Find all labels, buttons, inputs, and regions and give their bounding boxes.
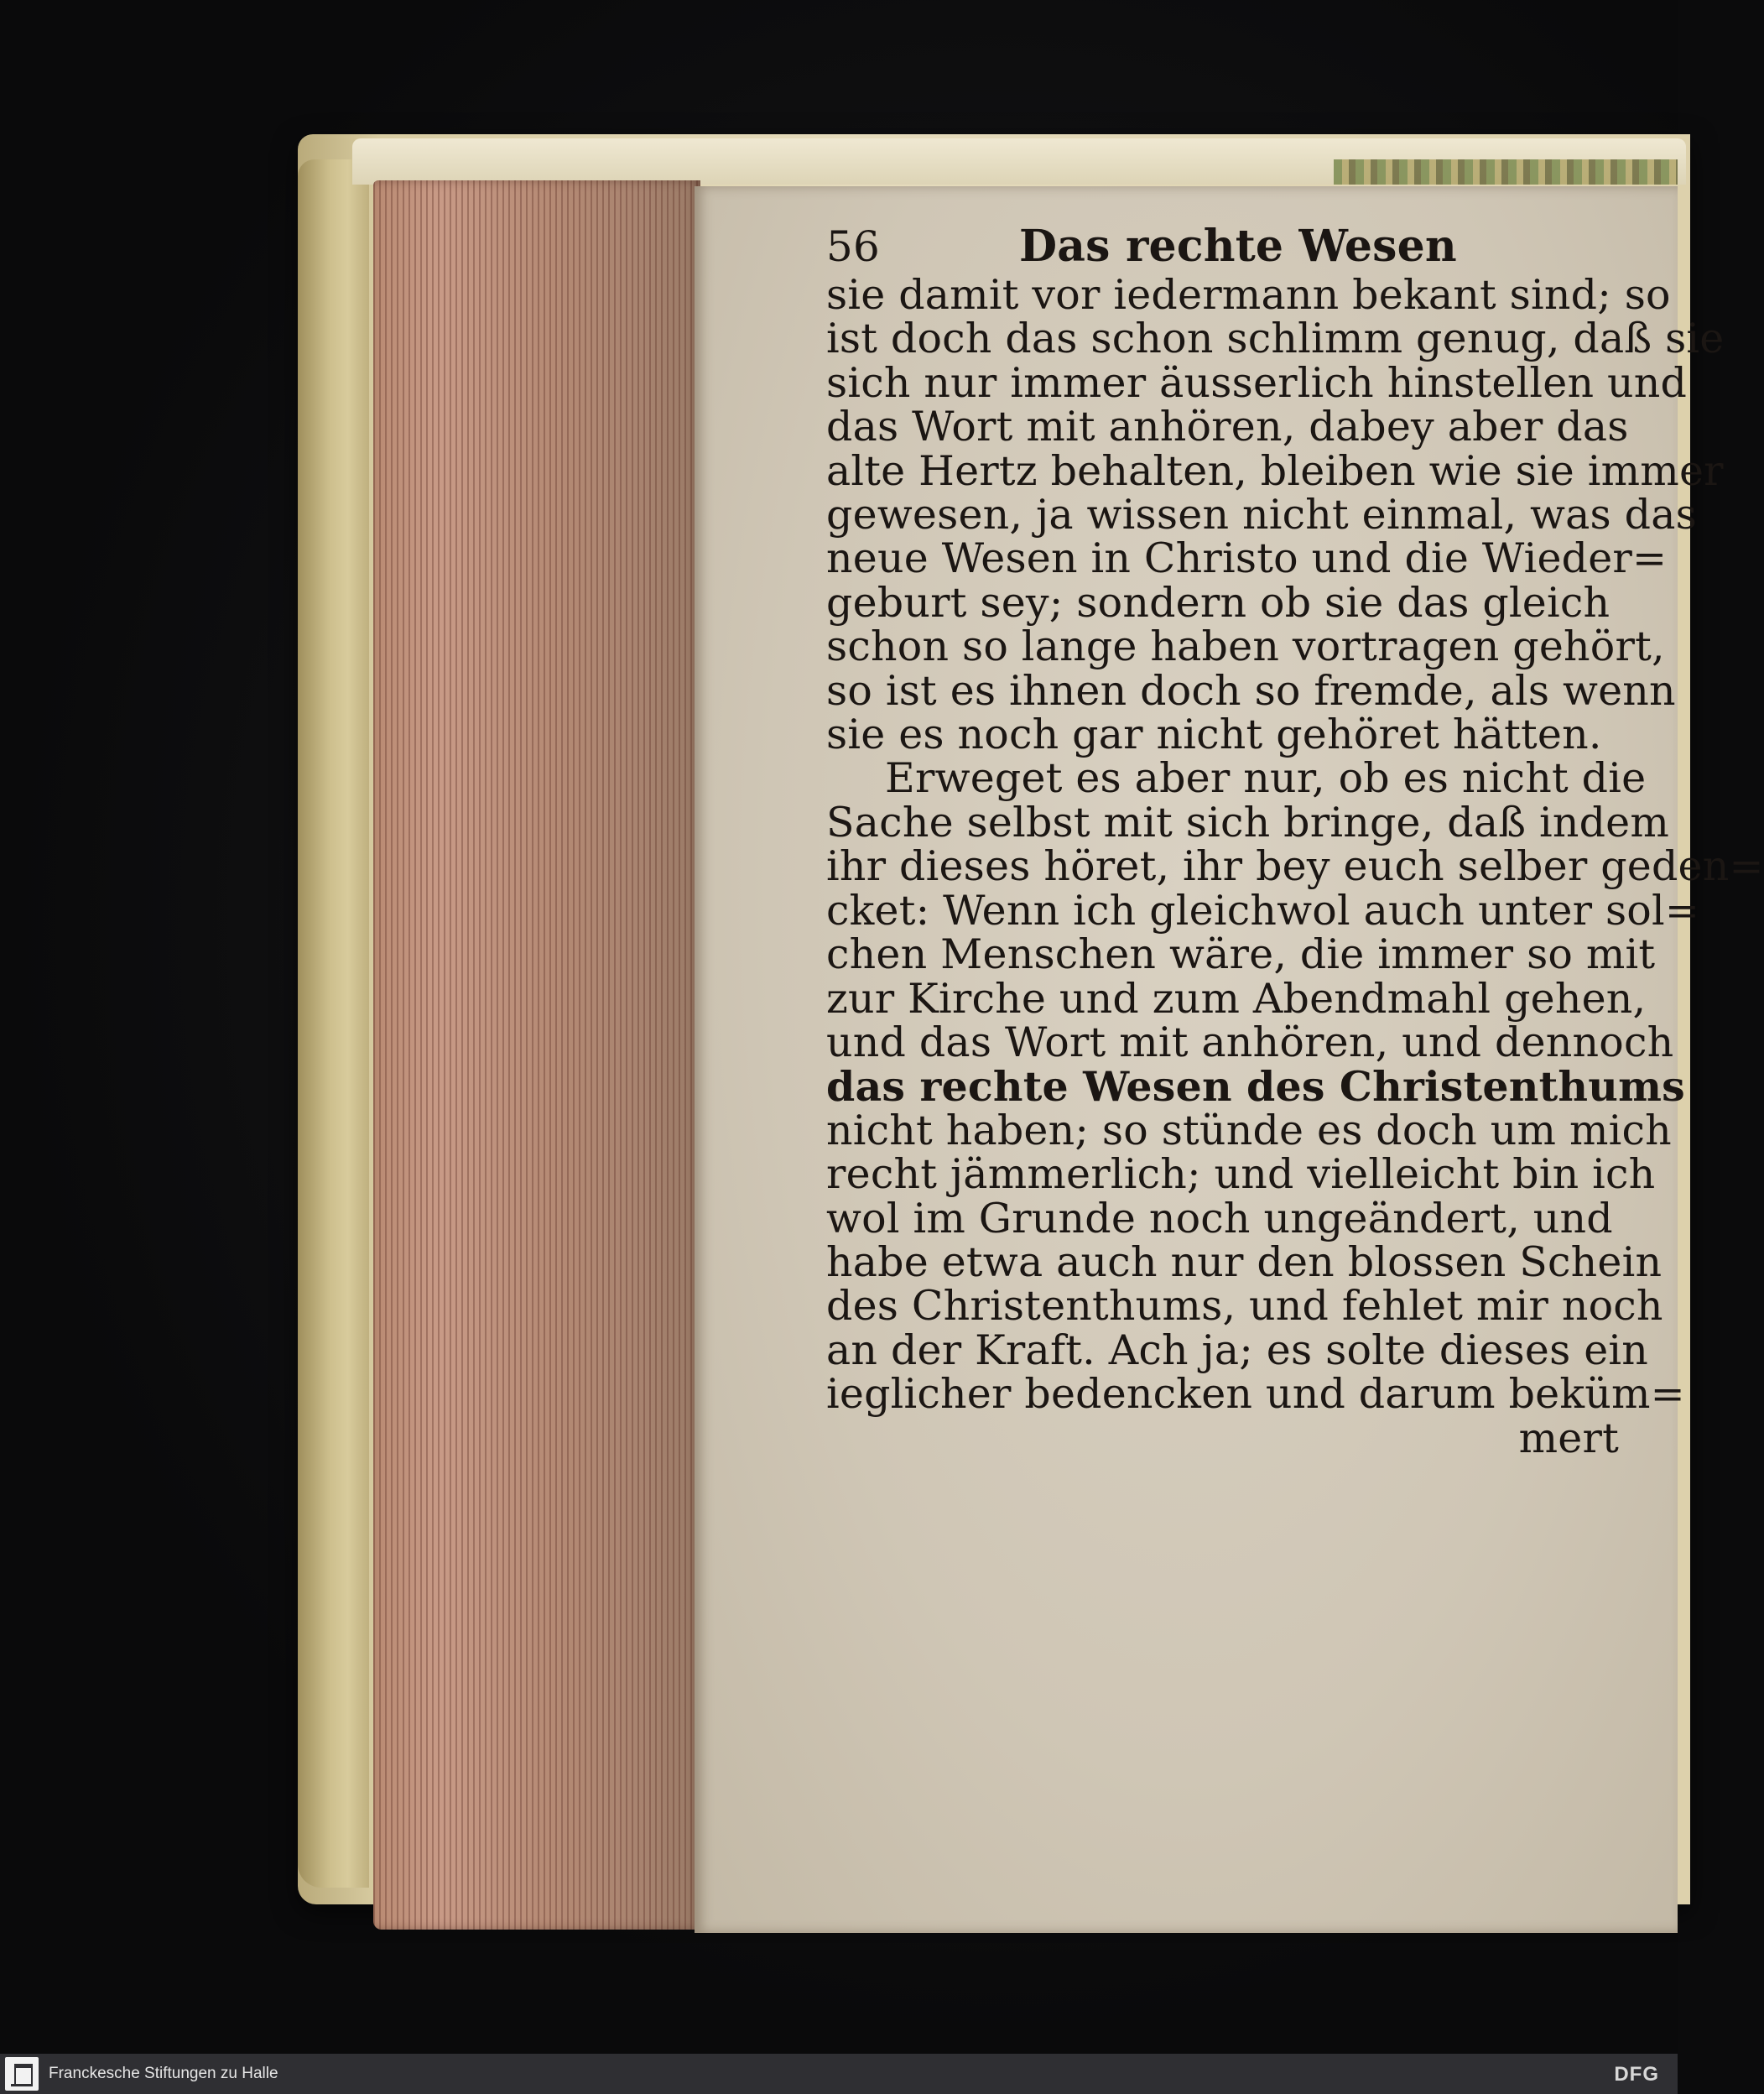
franckesche-stiftungen-logo-icon[interactable] — [5, 2057, 39, 2091]
text-line: das rechte Wesen des Christenthums — [826, 1062, 1685, 1112]
text-line: und das Wort mit anhören, und dennoch — [826, 1018, 1674, 1066]
institution-name: Franckesche Stiftungen zu Halle — [49, 2065, 278, 2082]
page-text — [826, 221, 1764, 1462]
text-line: ieglicher bedencken und darum beküm= — [826, 1370, 1685, 1419]
text-line: gewesen, ja wissen nicht einmal, was das — [826, 491, 1698, 539]
page-block-fore-edge — [373, 180, 700, 1930]
text-line: sich nur immer äusserlich hinstellen und — [826, 358, 1688, 407]
text-line: wol im Grunde noch ungeändert, und — [826, 1194, 1613, 1242]
text-line: zur Kirche und zum Abendmahl gehen, — [826, 974, 1647, 1023]
text-line: Erweget es aber nur, ob es nicht die — [885, 754, 1647, 803]
running-head: Das rechte Wesen — [1019, 221, 1457, 272]
text-line: an der Kraft. Ach ja; es solte dieses ein — [826, 1326, 1649, 1374]
text-line: nicht haben; so stünde es doch um mich — [826, 1106, 1672, 1154]
text-line: das Wort mit anhören, dabey aber das — [826, 403, 1629, 451]
text-body — [826, 271, 1764, 1419]
text-line: Sache selbst mit sich bringe, daß indem — [826, 798, 1670, 846]
text-line: alte Hertz behalten, bleiben wie sie immer — [826, 446, 1724, 495]
text-line: ist doch das schon schlimm genug, daß sie — [826, 315, 1725, 363]
catchword: mert — [1518, 1414, 1619, 1462]
dfg-logo[interactable]: DFG — [1614, 2063, 1659, 2086]
text-line: sie damit vor iedermann bekant sind; so — [826, 271, 1671, 319]
text-line: geburt sey; sondern ob sie das gleich — [826, 578, 1610, 627]
book-headband — [1334, 159, 1678, 185]
text-line: ihr dieses höret, ihr bey euch selber geden= — [826, 842, 1764, 891]
text-line: schon so lange haben vortragen gehört, — [826, 622, 1665, 671]
text-line: neue Wesen in Christo und die Wieder= — [826, 534, 1668, 583]
text-line: chen Menschen wäre, die immer so mit — [826, 930, 1656, 979]
footer-bar — [0, 2054, 1678, 2094]
book-spine — [298, 159, 369, 1888]
page-header — [826, 221, 1631, 273]
text-line: so ist es ihnen doch so fremde, als wenn — [826, 666, 1676, 715]
text-line: sie es noch gar nicht gehöret hätten. — [826, 711, 1602, 759]
text-line: cket: Wenn ich gleichwol auch unter sol= — [826, 886, 1700, 935]
text-line: des Christenthums, und fehlet mir noch — [826, 1282, 1663, 1331]
page-number: 56 — [826, 222, 881, 271]
text-line: recht jämmerlich; und vielleicht bin ich — [826, 1150, 1656, 1199]
text-line: habe etwa auch nur den blossen Schein — [826, 1237, 1663, 1286]
